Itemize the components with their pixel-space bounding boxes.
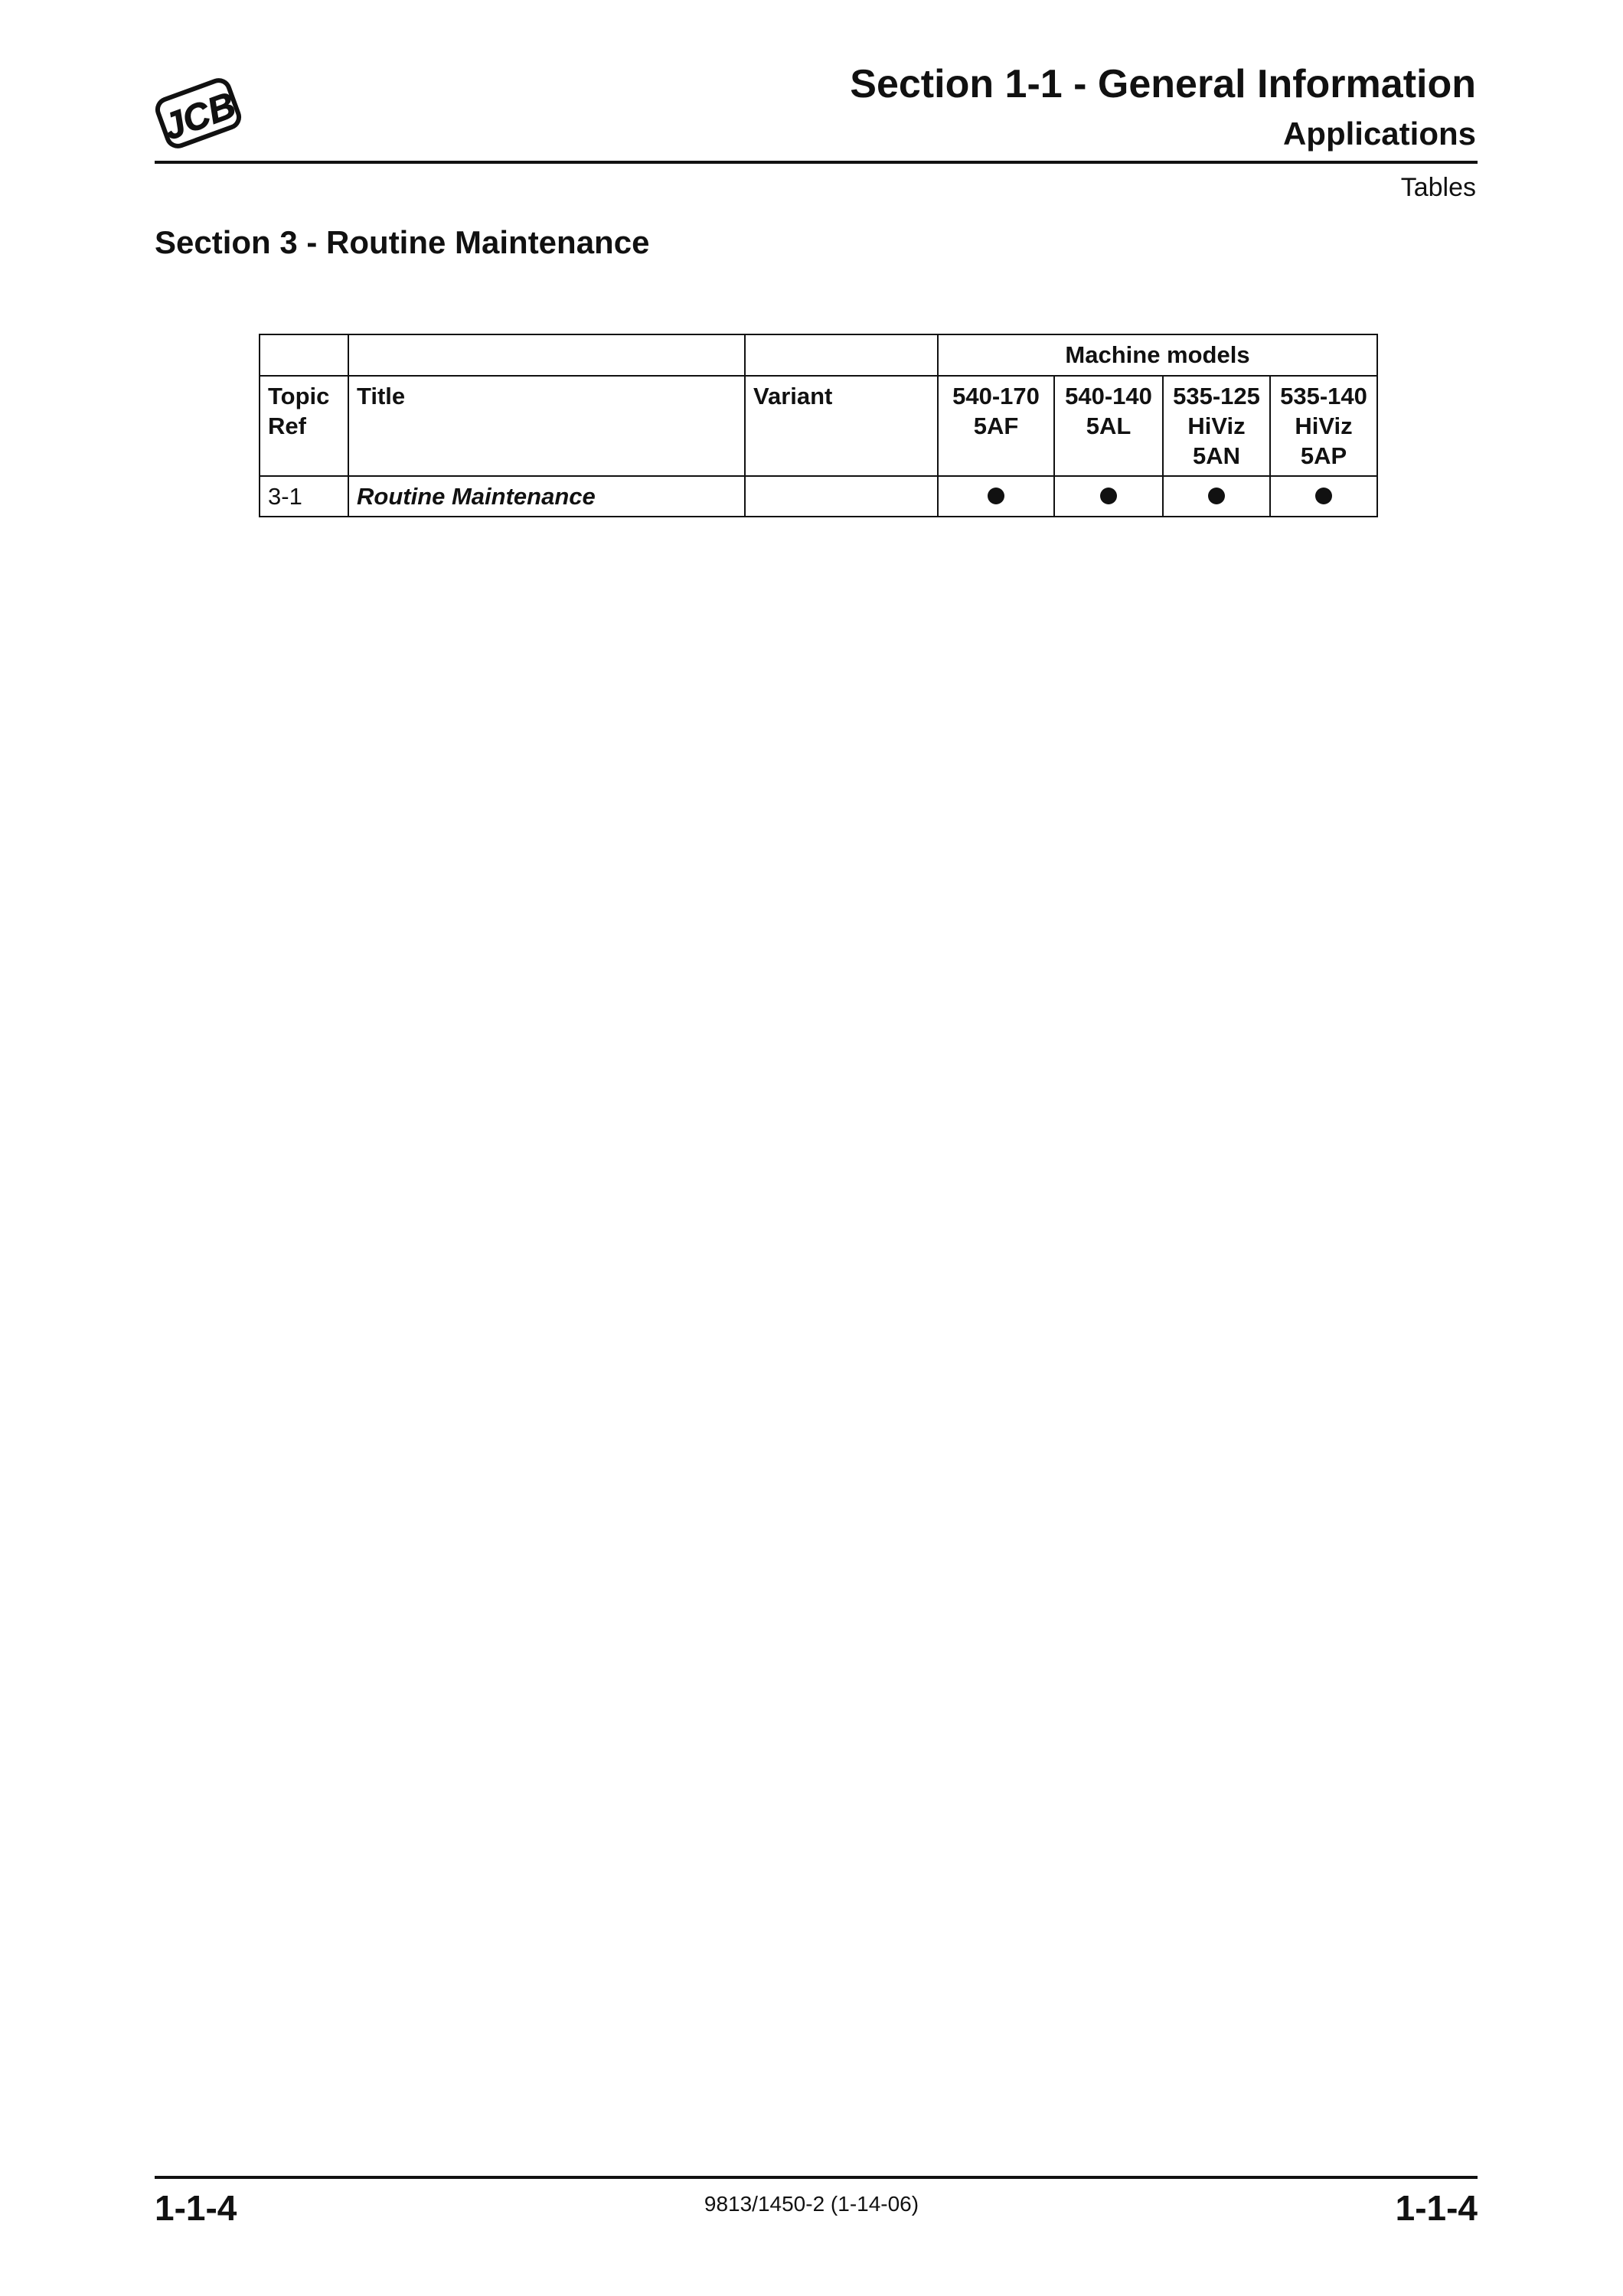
applies-dot-icon (1315, 488, 1332, 504)
model-code: 5AL (1086, 413, 1132, 439)
model-code: 5AP (1300, 442, 1347, 469)
variant-cell (745, 476, 938, 517)
table-row (260, 476, 1377, 517)
applies-dot-icon (1100, 488, 1117, 504)
machine-models-header: Machine models (938, 334, 1377, 376)
topic-label: Tables (1400, 173, 1476, 202)
applies-dot-icon (988, 488, 1004, 504)
model-header-535-125 (1163, 376, 1270, 476)
model-name: 535-140 (1280, 383, 1367, 409)
svg-text:JCB: JCB (158, 84, 241, 148)
header-rule (155, 161, 1478, 164)
page-number-right: 1-1-4 (1395, 2188, 1478, 2228)
applies-cell-540-170 (938, 476, 1054, 517)
topic-ref-header-label: Topic Ref (268, 383, 330, 439)
topic-ref-cell: 3-1 (260, 476, 348, 517)
table-header-row (260, 376, 1377, 476)
model-header-540-140 (1054, 376, 1163, 476)
applies-cell-535-125 (1163, 476, 1270, 517)
model-name: 535-125 (1173, 383, 1260, 409)
section-heading: Section 3 - Routine Maintenance (155, 224, 650, 260)
section-title: Section 1-1 - General Information (850, 62, 1476, 106)
applications-table (259, 334, 1378, 517)
jcb-logo (153, 70, 243, 156)
model-header-535-140 (1270, 376, 1377, 476)
empty-cell (348, 334, 745, 376)
empty-cell (260, 334, 348, 376)
title-header: Title (348, 376, 745, 476)
model-name: 540-170 (952, 383, 1040, 409)
model-code: 5AF (973, 413, 1019, 439)
variant-header: Variant (745, 376, 938, 476)
section-subtitle: Applications (1282, 116, 1476, 152)
model-name: 540-140 (1065, 383, 1152, 409)
model-header-540-170 (938, 376, 1054, 476)
model-variant: HiViz (1187, 413, 1246, 439)
page-number-left: 1-1-4 (155, 2188, 237, 2228)
applies-cell-535-140 (1270, 476, 1377, 517)
table-group-row (260, 334, 1377, 376)
model-code: 5AN (1192, 442, 1240, 469)
model-variant: HiViz (1295, 413, 1353, 439)
document-reference: 9813/1450-2 (1-14-06) (704, 2192, 919, 2216)
applies-dot-icon (1208, 488, 1225, 504)
title-cell: Routine Maintenance (348, 476, 745, 517)
footer-rule (155, 2176, 1478, 2179)
empty-cell (745, 334, 938, 376)
applies-cell-540-140 (1054, 476, 1163, 517)
topic-ref-header (260, 376, 348, 476)
